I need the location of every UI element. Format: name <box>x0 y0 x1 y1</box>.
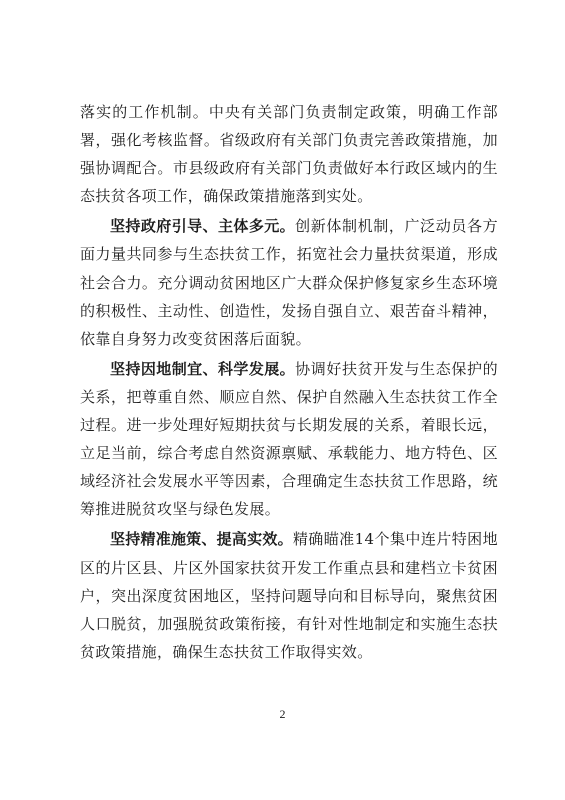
paragraph-text: 创新体制机制，广泛动员各方面力量共同参与生态扶贫工作，拓宽社会力量扶贫渠道，形成社会合力。充分调动贫困地区广大群众保护修复家乡生态环境的积极性、主动性、创造性，发扬自强自立、艰苦奋斗精神，依靠自身努力改变贫困落后面貌。 <box>80 217 499 348</box>
paragraph-heading: 坚持精准施策、提高实效。 <box>110 530 293 549</box>
paragraph-text: 协调好扶贫开发与生态保护的关系，把尊重自然、顺应自然、保护自然融入生态扶贫工作全过程。进一步处理好短期扶贫与长期发展的关系，着眼长远，立足当前，综合考虑自然资源禀赋、承载能力、地方特色、区域经济社会发展水平等因素，合理确定生态扶贫工作思路，统筹推进脱贫攻坚与绿色发展。 <box>80 359 499 519</box>
paragraph-continuation <box>80 98 498 210</box>
paragraph-local-conditions <box>80 355 498 524</box>
paragraph-heading: 坚持因地制宜、科学发展。 <box>110 359 296 378</box>
paragraph-text: 落实的工作机制。中央有关部门负责制定政策，明确工作部署，强化考核监督。省级政府有关部门负责完善政策措施，加强协调配合。市县级政府有关部门负责做好本行政区域内的生态扶贫各项工作，确保政策措施落到实处。 <box>80 103 498 206</box>
paragraph-government-guidance <box>80 212 498 352</box>
page-number: 2 <box>279 707 286 721</box>
document-body <box>80 98 498 668</box>
paragraph-text: 精确瞄准14个集中连片特困地区的片区县、片区外国家扶贫开发工作重点县和建档立卡贫困户，突出深度贫困地区，坚持问题导向和目标导向，聚焦贫困人口脱贫，加强脱贫政策衔接，有针对性地制定和实施生态扶贫政策措施，确保生态扶贫工作取得实效。 <box>80 530 498 661</box>
paragraph-precise-measures <box>80 525 498 665</box>
paragraph-heading: 坚持政府引导、主体多元。 <box>110 217 296 236</box>
